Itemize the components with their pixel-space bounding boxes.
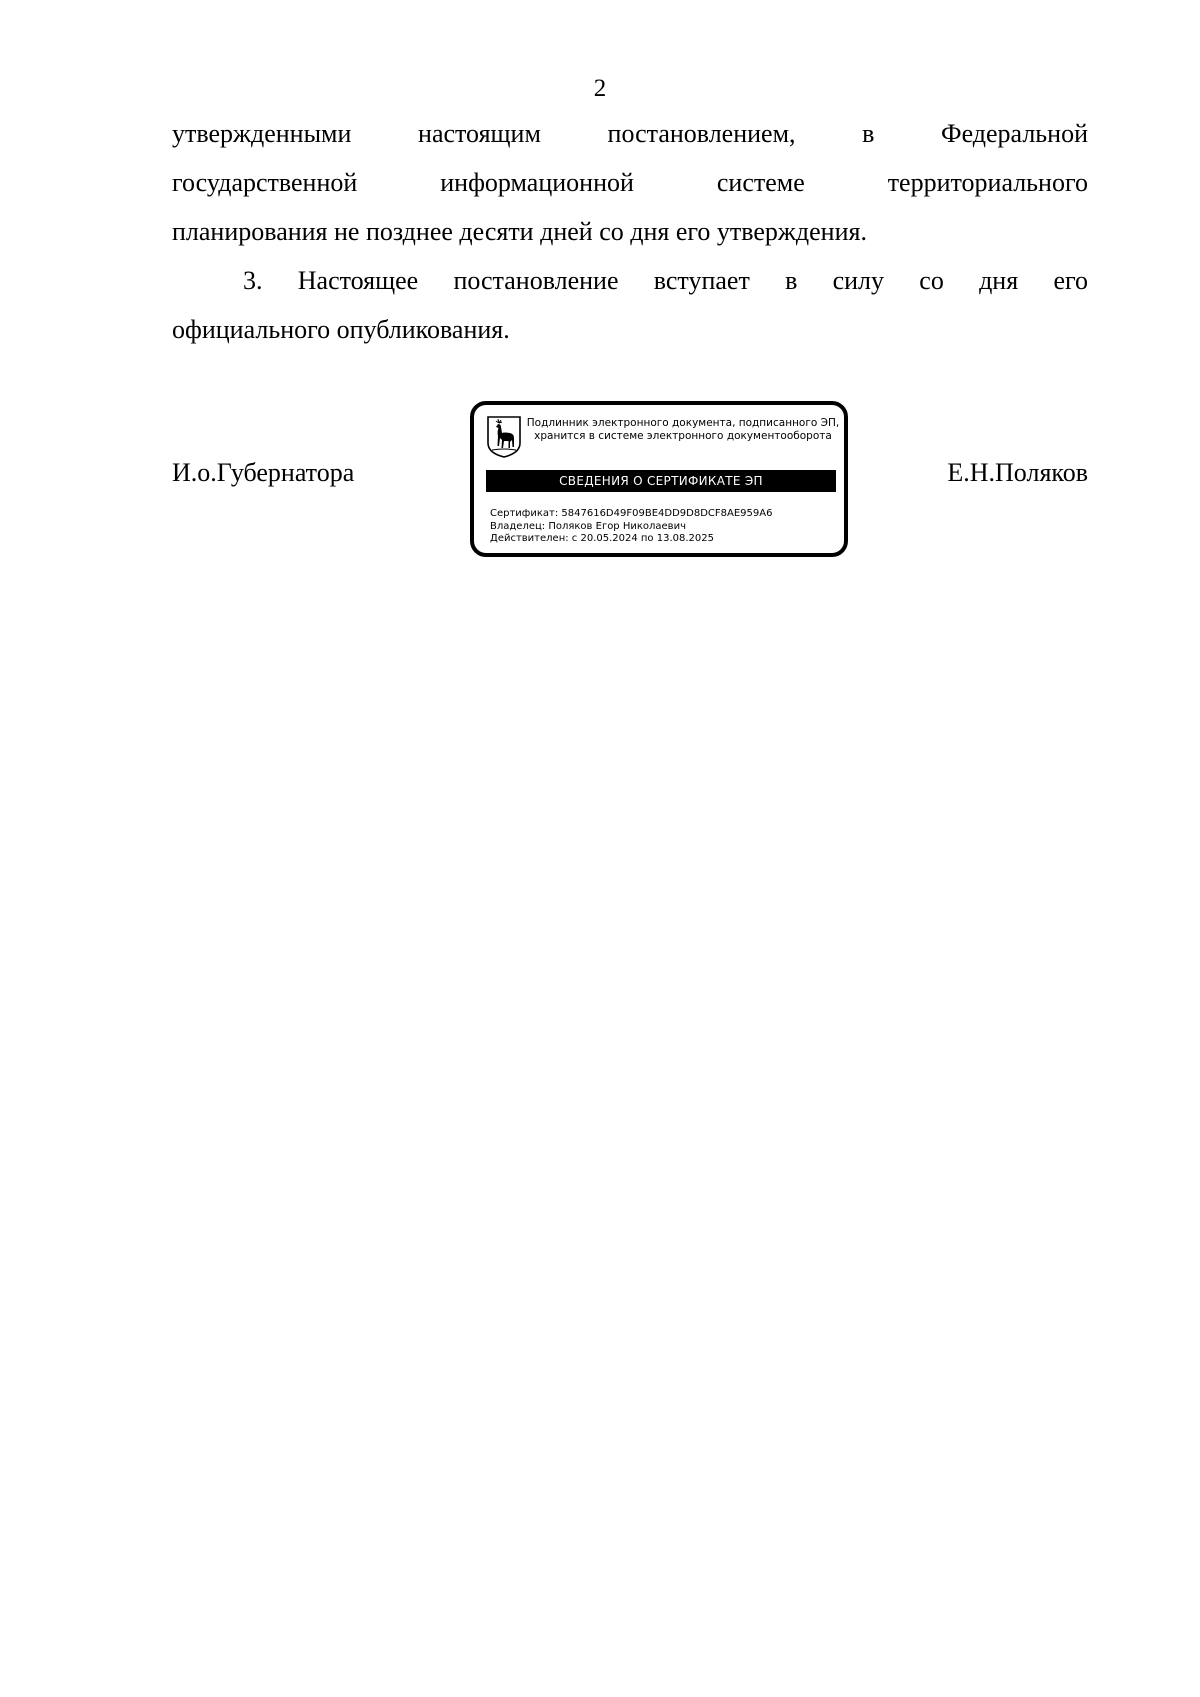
deer-coat-of-arms-icon — [486, 415, 522, 459]
word: Федеральной — [941, 119, 1088, 148]
stamp-header: СВЕДЕНИЯ О СЕРТИФИКАТЕ ЭП — [486, 470, 836, 492]
word: вступает — [653, 266, 750, 295]
word: силу — [832, 266, 885, 295]
word: Настоящее — [297, 266, 419, 295]
word: постановлением, — [607, 119, 796, 148]
word: дня — [979, 266, 1019, 295]
word: 3. — [243, 266, 263, 295]
stamp-notice-line: хранится в системе электронного документооборота — [534, 429, 832, 442]
electronic-signature-stamp — [470, 401, 848, 557]
word: государственной — [172, 168, 358, 197]
page-number: 2 — [593, 75, 607, 102]
word: в — [785, 266, 798, 295]
paragraph-line — [172, 305, 1088, 354]
word: настоящим — [418, 119, 541, 148]
stamp-notice-line: Подлинник электронного документа, подписанного ЭП, — [526, 417, 840, 429]
stamp-details — [490, 508, 772, 546]
paragraph-line — [172, 256, 1088, 305]
word: информационной — [440, 168, 634, 197]
signatory-name: Е.Н.Поляков — [947, 458, 1088, 487]
word: постановление — [453, 266, 619, 295]
word: системе — [716, 168, 805, 197]
paragraph-line — [172, 158, 1088, 207]
word: утвержденными — [172, 119, 352, 148]
paragraph-line — [172, 109, 1088, 158]
word: его — [1053, 266, 1088, 295]
certificate-number: Сертификат: 5847616D49F09BE4DD9D8DCF8AE959A6 — [490, 508, 773, 519]
paragraph-last-line: официального опубликования. — [172, 315, 510, 344]
signatory-title: И.о.Губернатора — [172, 458, 355, 487]
document-body — [172, 109, 1088, 354]
certificate-validity: Действителен: с 20.05.2024 по 13.08.2025 — [490, 533, 714, 544]
certificate-owner: Владелец: Поляков Егор Николаевич — [490, 520, 686, 532]
word: в — [862, 119, 875, 148]
paragraph-line — [172, 207, 1088, 256]
word: со — [919, 266, 944, 295]
paragraph-last-line: планирования не позднее десяти дней со дня его утверждения. — [172, 217, 867, 246]
word: территориального — [887, 168, 1088, 197]
stamp-notice — [524, 417, 842, 442]
